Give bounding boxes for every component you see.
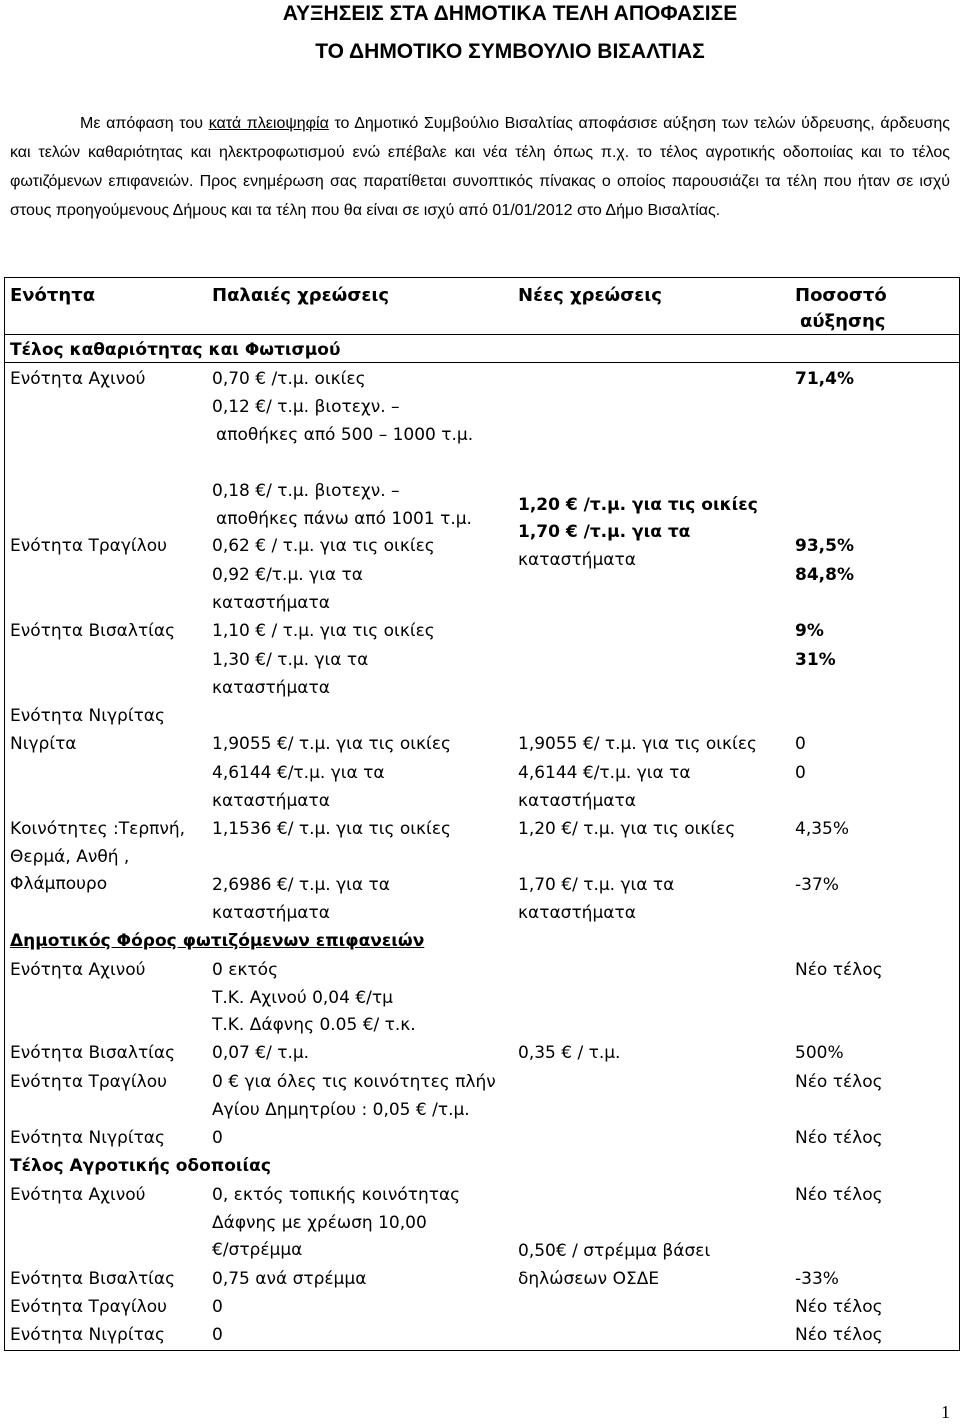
lighting-vis-pct: 500% [795, 1043, 844, 1063]
agri-nig-old: 0 [212, 1325, 223, 1345]
cleaning-koin-old-3: καταστήματα [212, 903, 330, 923]
header-col-new: Νέες χρεώσεις [518, 285, 662, 306]
cleaning-axinou-label: Ενότητα Αχινού [10, 369, 146, 389]
cleaning-trag-old-1: 0,18 €/ τ.μ. βιοτεχν. – [212, 481, 400, 501]
agri-trag-old: 0 [212, 1297, 223, 1317]
agri-trag-label: Ενότητα Τραγίλου [10, 1297, 167, 1317]
lighting-axinou-label: Ενότητα Αχινού [10, 960, 146, 980]
cleaning-vis-old-1: 1,10 € / τ.μ. για τις οικίες [212, 621, 435, 641]
cleaning-koin-old-2: 2,6986 €/ τ.μ. για τα [212, 875, 390, 895]
cleaning-new-1: 1,20 € /τ.μ. για τις οικίες [518, 495, 758, 515]
cleaning-nig-label: Νιγρίτα [10, 734, 77, 754]
agri-vis-label: Ενότητα Βισαλτίας [10, 1269, 176, 1289]
intro-part-1: Με απόφαση του [80, 115, 209, 132]
cleaning-axinou-old-2: 0,12 €/ τ.μ. βιοτεχν. – [212, 397, 400, 417]
agri-nig-pct: Νέο τέλος [795, 1325, 883, 1345]
lighting-trag-pct: Νέο τέλος [795, 1072, 883, 1092]
cleaning-vis-label: Ενότητα Βισαλτίας [10, 621, 176, 641]
cleaning-trag-label: Ενότητα Τραγίλου [10, 536, 167, 556]
lighting-vis-old: 0,07 €/ τ.μ. [212, 1043, 310, 1063]
lighting-vis-label: Ενότητα Βισαλτίας [10, 1043, 176, 1063]
header-col-pct-2: αύξησης [800, 311, 886, 332]
cleaning-vis-pct-2: 31% [795, 650, 836, 670]
cleaning-nig-new-3: καταστήματα [518, 791, 636, 811]
agri-vis-pct: -33% [795, 1269, 839, 1289]
cleaning-koin-pct-2: -37% [795, 875, 839, 895]
cleaning-nig-section: Ενότητα Νιγρίτας [10, 706, 165, 726]
cleaning-trag-pct-1: 93,5% [795, 536, 854, 556]
agri-trag-pct: Νέο τέλος [795, 1297, 883, 1317]
lighting-nig-label: Ενότητα Νιγρίτας [10, 1128, 165, 1148]
cleaning-trag-old-2: αποθήκες πάνω από 1001 τ.μ. [216, 509, 472, 529]
cleaning-vis-old-2: 1,30 €/ τ.μ. για τα [212, 650, 369, 670]
agri-nig-label: Ενότητα Νιγρίτας [10, 1325, 165, 1345]
agri-new-2: δηλώσεων ΟΣΔΕ [518, 1269, 660, 1289]
agri-new-1: 0,50€ / στρέμμα βάσει [518, 1241, 711, 1261]
cleaning-koin-label-3: Φλάμπουρο [10, 874, 108, 894]
cleaning-trag-old-3: 0,62 € / τ.μ. για τις οικίες [212, 536, 435, 556]
cleaning-axinou-old-3: αποθήκες από 500 – 1000 τ.μ. [216, 425, 474, 445]
lighting-axinou-old-1: 0 εκτός [212, 960, 279, 980]
cleaning-vis-old-3: καταστήματα [212, 678, 330, 698]
agri-axinou-old-1: 0, εκτός τοπικής κοινότητας [212, 1185, 461, 1205]
lighting-trag-old-1: 0 € για όλες τις κοινότητες πλήν [212, 1072, 496, 1092]
section-cleaning: Τέλος καθαριότητας και Φωτισμού [10, 340, 341, 360]
agri-axinou-pct: Νέο τέλος [795, 1185, 883, 1205]
cleaning-nig-old-3: καταστήματα [212, 791, 330, 811]
lighting-nig-old: 0 [212, 1128, 223, 1148]
lighting-axinou-old-3: Τ.Κ. Δάφνης 0.05 €/ τ.κ. [212, 1015, 416, 1035]
section-lighting: Δημοτικός Φόρος φωτιζόμενων επιφανειών [10, 931, 425, 951]
cleaning-koin-new-3: καταστήματα [518, 903, 636, 923]
cleaning-koin-new-1: 1,20 €/ τ.μ. για τις οικίες [518, 819, 736, 839]
header-col-old: Παλαιές χρεώσεις [212, 285, 390, 306]
cleaning-nig-pct-2: 0 [795, 763, 806, 783]
section-agri: Τέλος Αγροτικής οδοποιίας [10, 1156, 271, 1176]
cleaning-koin-label-1: Κοινότητες :Τερπνή, [10, 819, 186, 839]
cleaning-nig-old-2: 4,6144 €/τ.μ. για τα [212, 763, 385, 783]
cleaning-trag-old-5: καταστήματα [212, 593, 330, 613]
cleaning-nig-new-1: 1,9055 €/ τ.μ. για τις οικίες [518, 734, 757, 754]
cleaning-axinou-old-1: 0,70 € /τ.μ. οικίες [212, 369, 366, 389]
intro-part-2: το Δημοτικό Συμβούλιο Βισαλτίας αποφάσισε αύξηση των τελών ύδρευσης, άρδευσης και τελών καθαριότητας και ηλεκτροφωτισμού ενώ επέβαλε και νέα τέλη όπως π.χ. το τέλος αγροτικής οδοποιίας και το τέλος φωτιζόμενων επιφανειών. Προς ενημέρωση σας παρατίθεται συνοπτικός πίνακας ο οποίος παρουσιάζει τα τέλη που ήταν σε ισχύ στους προηγούμενους Δήμους και τα τέλη που θα είναι σε ισχύ από 01/01/2012 στο Δήμο Βισαλτίας. [10, 115, 951, 219]
cleaning-trag-old-4: 0,92 €/τ.μ. για τα [212, 565, 363, 585]
page-number: 1 [941, 1402, 950, 1422]
cleaning-koin-old-1: 1,1536 €/ τ.μ. για τις οικίες [212, 819, 451, 839]
cleaning-new-2: 1,70 € /τ.μ. για τα [518, 522, 691, 542]
cleaning-nig-new-2: 4,6144 €/τ.μ. για τα [518, 763, 691, 783]
lighting-axinou-pct: Νέο τέλος [795, 960, 883, 980]
agri-vis-old: 0,75 ανά στρέμμα [212, 1269, 367, 1289]
cleaning-axinou-pct: 71,4% [795, 369, 854, 389]
cleaning-new-3: καταστήματα [518, 550, 636, 570]
title-line-1: ΑΥΞΗΣΕΙΣ ΣΤΑ ΔΗΜΟΤΙΚΑ ΤΕΛΗ ΑΠΟΦΑΣΙΣΕ [282, 2, 738, 25]
cleaning-vis-pct-1: 9% [795, 621, 824, 641]
agri-axinou-old-3: €/στρέμμα [212, 1240, 303, 1260]
agri-axinou-old-2: Δάφνης με χρέωση 10,00 [212, 1213, 427, 1233]
lighting-trag-label: Ενότητα Τραγίλου [10, 1072, 167, 1092]
lighting-nig-pct: Νέο τέλος [795, 1128, 883, 1148]
cleaning-koin-new-2: 1,70 €/ τ.μ. για τα [518, 875, 675, 895]
title-line-2: ΤΟ ΔΗΜΟΤΙΚΟ ΣΥΜΒΟΥΛΙΟ ΒΙΣΑΛΤΙΑΣ [315, 40, 705, 63]
lighting-axinou-old-2: Τ.Κ. Αχινού 0,04 €/τμ [212, 988, 393, 1008]
agri-axinou-label: Ενότητα Αχινού [10, 1185, 146, 1205]
cleaning-koin-label-2: Θερμά, Ανθή , [10, 847, 130, 867]
intro-paragraph [10, 109, 950, 225]
lighting-trag-old-2: Αγίου Δημητρίου : 0,05 € /τ.μ. [212, 1100, 470, 1120]
cleaning-nig-pct-1: 0 [795, 734, 806, 754]
intro-underlined: κατά πλειοψηφία [208, 115, 329, 132]
cleaning-trag-pct-2: 84,8% [795, 565, 854, 585]
lighting-new: 0,35 € / τ.μ. [518, 1043, 621, 1063]
header-col-pct-1: Ποσοστό [795, 285, 887, 306]
header-col-section: Ενότητα [10, 285, 96, 306]
cleaning-koin-pct-1: 4,35% [795, 819, 850, 839]
cleaning-nig-old-1: 1,9055 €/ τ.μ. για τις οικίες [212, 734, 451, 754]
